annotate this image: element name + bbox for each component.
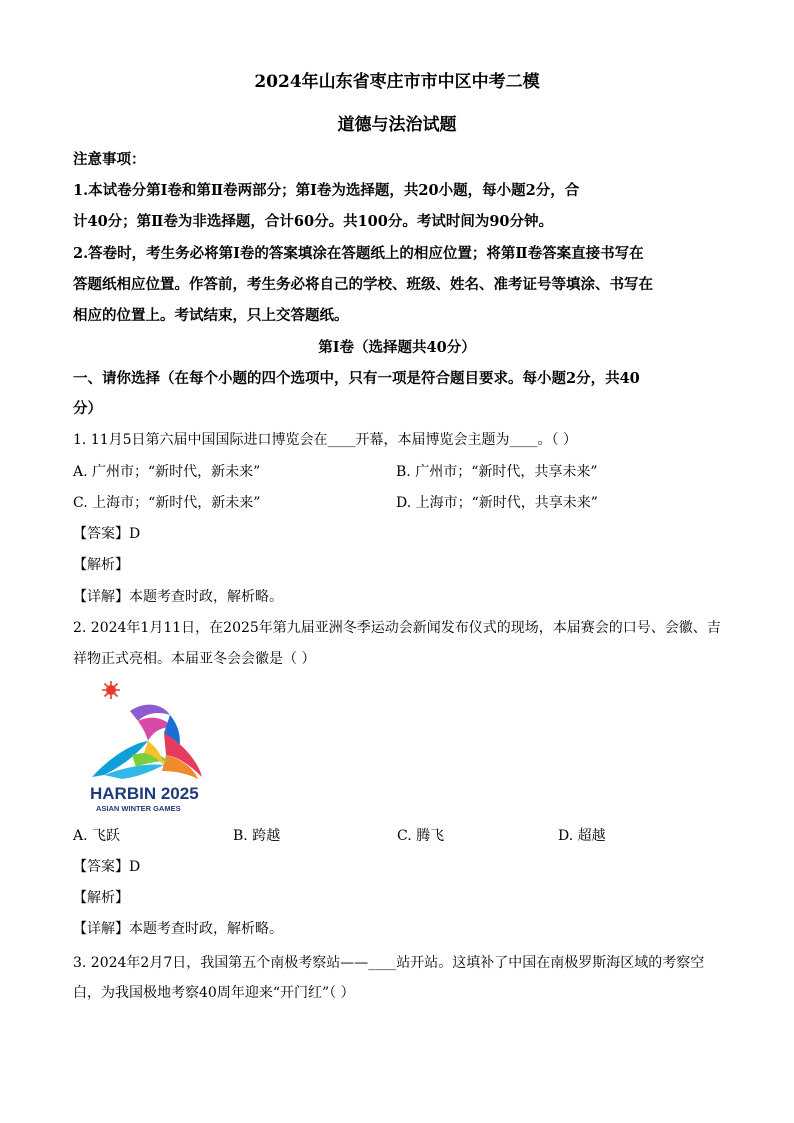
notes-line-2: 计40分；第Ⅱ卷为非选择题，合计60分。共100分。考试时间为90分钟。 <box>73 213 554 230</box>
q1-option-d: D. 上海市；“新时代，共享未来” <box>396 495 598 511</box>
q2-option-b: B. 跨越 <box>233 828 281 844</box>
exam-subject: 道德与法治试题 <box>337 115 457 135</box>
q2-option-a: A. 飞跃 <box>73 828 121 844</box>
q1-option-c: C. 上海市；“新时代，新未来” <box>73 495 261 511</box>
sun-icon <box>102 681 120 699</box>
q2-option-d: D. 超越 <box>558 828 606 844</box>
q2-answer: 【答案】D <box>73 859 141 875</box>
logo-name: HARBIN 2025 <box>90 784 199 803</box>
q1-stem: 1. 11月5日第六届中国国际进口博览会在____开幕，本届博览会主题为____。（ ） <box>73 432 577 448</box>
q2-analysis: 【解析】 <box>73 890 129 906</box>
section-instruction-2: 分） <box>73 400 102 417</box>
harbin-2025-logo <box>86 681 210 813</box>
harbin-2025-emblem <box>86 681 210 813</box>
logo-subtitle: ASIAN WINTER GAMES <box>96 804 181 813</box>
q2-detail: 【详解】本题考查时政，解析略。 <box>73 921 283 937</box>
notes-line-1: 1.本试卷分第Ⅰ卷和第Ⅱ卷两部分；第Ⅰ卷为选择题，共20小题，每小题2分，合 <box>73 182 580 199</box>
q2-stem-line-1: 2. 2024年1月11日，在2025年第九届亚洲冬季运动会新闻发布仪式的现场，本届赛会的口号、会徽、吉 <box>73 620 721 636</box>
section-title: 第Ⅰ卷（选择题共40分） <box>318 339 476 356</box>
q3-stem-line-1: 3. 2024年2月7日，我国第五个南极考察站——____站开站。这填补了中国在南极罗斯海区域的考察空 <box>73 955 705 971</box>
q1-detail: 【详解】本题考查时政，解析略。 <box>73 589 283 605</box>
q1-option-b: B. 广州市；“新时代，共享未来” <box>396 464 598 480</box>
q3-stem-line-2: 白，为我国极地考察40周年迎来“开门红”（ ） <box>73 985 355 1001</box>
notes-line-3: 2.答卷时，考生务必将第Ⅰ卷的答案填涂在答题纸上的相应位置；将第Ⅱ卷答案直接书写在 <box>73 245 644 262</box>
notes-heading: 注意事项： <box>73 151 146 168</box>
section-instruction-1: 一、请你选择（在每个小题的四个选项中，只有一项是符合题目要求。每小题2分，共40 <box>73 370 640 387</box>
exam-title: 2024年山东省枣庄市市中区中考二模 <box>254 72 540 92</box>
q1-option-a: A. 广州市；“新时代，新未来” <box>73 464 261 480</box>
q2-option-c: C. 腾飞 <box>397 828 445 844</box>
q2-stem-line-2: 祥物正式亮相。本届亚冬会会徽是（ ） <box>73 651 316 667</box>
q1-analysis: 【解析】 <box>73 557 129 573</box>
notes-line-5: 相应的位置上。考试结束，只上交答题纸。 <box>73 307 349 324</box>
q1-answer: 【答案】D <box>73 526 141 542</box>
notes-line-4: 答题纸相应位置。作答前，考生务必将自己的学校、班级、姓名、准考证号等填涂、书写在 <box>73 276 653 293</box>
